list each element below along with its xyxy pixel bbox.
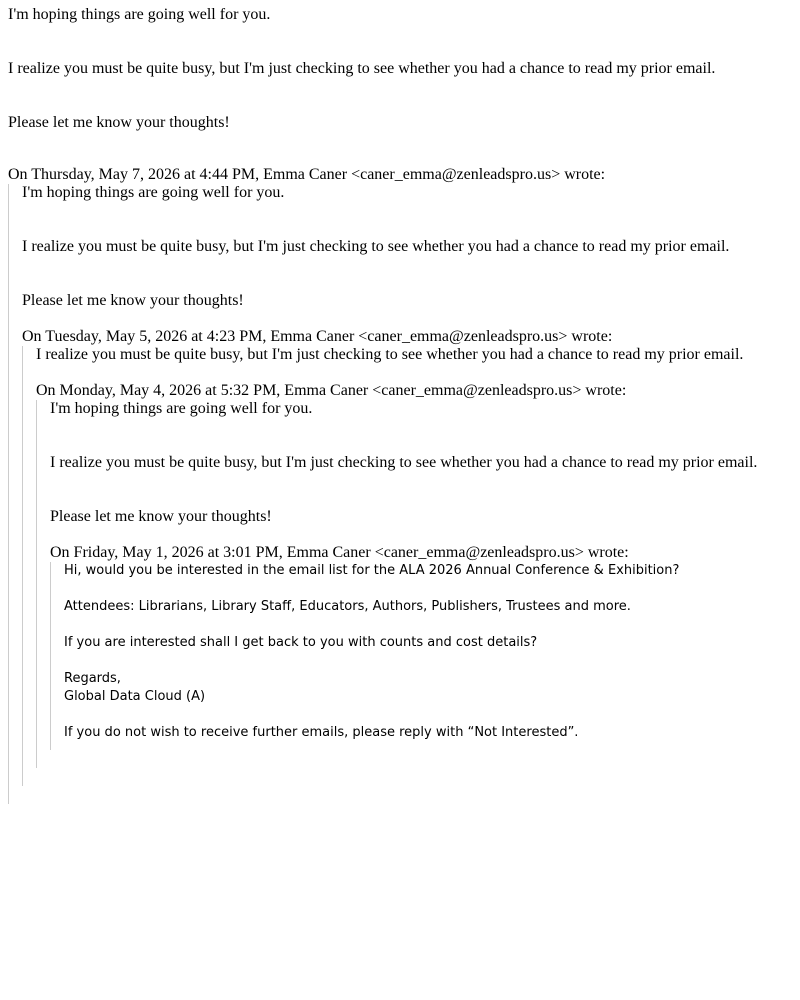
email-body xyxy=(8,6,792,804)
quote4-unsubscribe: If you do not wish to receive further emails, please reply with “Not Interested”. xyxy=(64,725,579,740)
reply-checking: I realize you must be quite busy, but I'm just checking to see whether you had a chance to read my prior email. xyxy=(8,60,716,77)
quote4-attribution: On Friday, May 1, 2026 at 3:01 PM, Emma Caner <caner_emma@zenleadspro.us> wrote: xyxy=(50,544,629,561)
quote4-line2: Attendees: Librarians, Library Staff, Educators, Authors, Publishers, Trustees and more. xyxy=(64,599,631,614)
quoted-message-1 xyxy=(8,184,792,804)
quote1-greeting: I'm hoping things are going well for you. xyxy=(22,184,285,201)
quoted-message-2 xyxy=(22,346,792,786)
quote1-closing: Please let me know your thoughts! xyxy=(22,292,244,309)
quote4-line1: Hi, would you be interested in the email list for the ALA 2026 Annual Conference & Exhibition? xyxy=(64,563,680,578)
quoted-message-3 xyxy=(36,400,792,768)
quote4-signature: Global Data Cloud (A) xyxy=(64,689,206,704)
quote4-regards: Regards, xyxy=(64,671,121,686)
quote3-greeting: I'm hoping things are going well for you. xyxy=(50,400,313,417)
quote3-checking: I realize you must be quite busy, but I'm just checking to see whether you had a chance to read my prior email. xyxy=(50,454,758,471)
quoted-message-4 xyxy=(50,562,792,750)
quote1-checking: I realize you must be quite busy, but I'm just checking to see whether you had a chance to read my prior email. xyxy=(22,238,730,255)
quote4-line3: If you are interested shall I get back to you with counts and cost details? xyxy=(64,635,538,650)
quote2-attribution: On Tuesday, May 5, 2026 at 4:23 PM, Emma Caner <caner_emma@zenleadspro.us> wrote: xyxy=(22,328,613,345)
reply-greeting: I'm hoping things are going well for you. xyxy=(8,6,271,23)
quote1-attribution: On Thursday, May 7, 2026 at 4:44 PM, Emma Caner <caner_emma@zenleadspro.us> wrote: xyxy=(8,166,606,183)
quote3-attribution: On Monday, May 4, 2026 at 5:32 PM, Emma Caner <caner_emma@zenleadspro.us> wrote: xyxy=(36,382,627,399)
quote3-closing: Please let me know your thoughts! xyxy=(50,508,272,525)
reply-closing: Please let me know your thoughts! xyxy=(8,114,230,131)
quote2-checking: I realize you must be quite busy, but I'm just checking to see whether you had a chance to read my prior email. xyxy=(36,346,744,363)
